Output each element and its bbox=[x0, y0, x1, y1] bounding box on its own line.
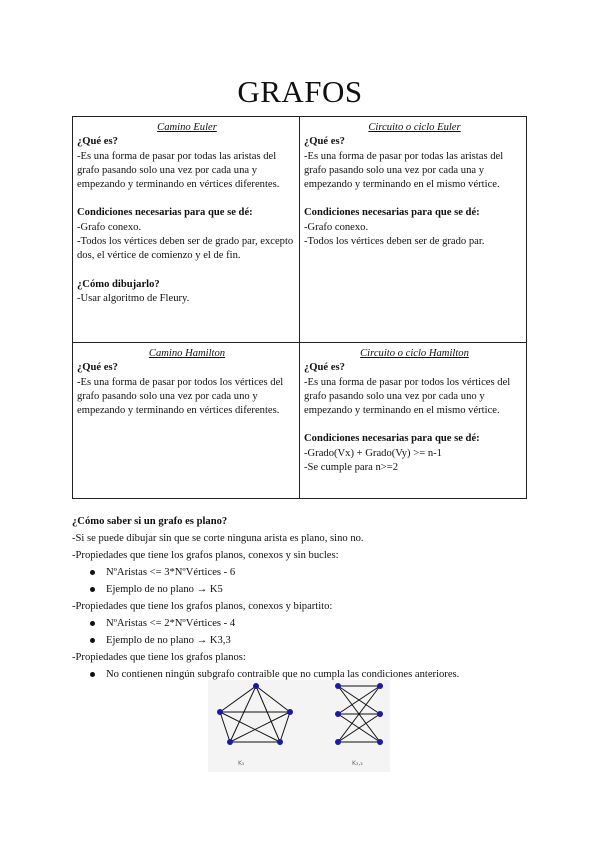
cell-camino-euler bbox=[77, 121, 297, 306]
question-label: ¿Qué es? bbox=[304, 362, 345, 374]
answer-text: -Es una forma de pasar por todas las aristas del grafo pasando solo una vez por cada una y empezando y terminando en vértices diferentes. bbox=[77, 150, 280, 191]
cell-heading: Camino Hamilton bbox=[148, 348, 226, 359]
condition-text: -Todos los vértices deben ser de grado par. bbox=[304, 236, 485, 248]
planar-question: ¿Cómo saber si un grafo es plano? bbox=[72, 516, 228, 527]
planar-text: -Propiedades que tiene los grafos planos, conexos y sin bucles: bbox=[72, 550, 339, 561]
conditions-label: Condiciones necesarias para que se dé: bbox=[77, 207, 253, 219]
answer-text: -Es una forma de pasar por todas las aristas del grafo pasando solo una vez por cada una y empezando y terminando en el mismo vértice. bbox=[304, 150, 504, 191]
planar-text: -Propiedades que tiene los grafos planos, conexos y bipartito: bbox=[72, 601, 333, 612]
k5-graph bbox=[220, 686, 290, 742]
condition-text: -Todos los vértices deben ser de grado par, excepto dos, el vértice de comienzo y el de fin. bbox=[77, 236, 294, 262]
condition-text: -Grafo conexo. bbox=[77, 221, 142, 233]
answer-text: -Es una forma de pasar por todos los vértices del grafo pasando solo una vez por cada uno y empezando y terminando en el mismo vértice. bbox=[304, 376, 511, 417]
condition-text: -Grafo conexo. bbox=[304, 221, 369, 233]
bullet-item: No contienen ningún subgrafo contraible que no cumpla las condiciones anteriores. bbox=[106, 666, 532, 683]
planar-text: -Si se puede dibujar sin que se corte ninguna arista es plano, sino no. bbox=[72, 533, 364, 544]
bullet-item: Ejemplo de no plano → K3,3 bbox=[106, 632, 532, 649]
question-label: ¿Qué es? bbox=[77, 362, 118, 374]
table-divider-vertical bbox=[299, 117, 300, 498]
how-to-draw-label: ¿Cómo dibujarlo? bbox=[77, 278, 160, 290]
k33-graph bbox=[338, 686, 380, 742]
cell-heading: Circuito o ciclo Euler bbox=[368, 122, 461, 133]
bullet-list bbox=[72, 615, 532, 649]
cell-circuito-hamilton bbox=[304, 347, 525, 475]
k33-caption: K₃,₃ bbox=[352, 760, 363, 767]
condition-text: -Se cumple para n>=2 bbox=[304, 462, 399, 474]
cell-circuito-euler bbox=[304, 121, 525, 249]
planar-section bbox=[72, 513, 532, 683]
graph-types-table bbox=[72, 116, 527, 499]
conditions-label: Condiciones necesarias para que se dé: bbox=[304, 433, 480, 445]
how-to-draw-text: -Usar algoritmo de Fleury. bbox=[77, 292, 190, 304]
table-divider-horizontal bbox=[73, 342, 526, 343]
question-label: ¿Qué es? bbox=[304, 136, 345, 148]
condition-text: -Grado(Vx) + Grado(Vy) >= n-1 bbox=[304, 447, 442, 459]
graph-figure bbox=[208, 680, 390, 772]
bullet-item: NºAristas <= 2*NºVértices - 4 bbox=[106, 615, 532, 632]
cell-heading: Camino Euler bbox=[157, 122, 217, 133]
bullet-item: Ejemplo de no plano → K5 bbox=[106, 581, 532, 598]
bullet-item: NºAristas <= 3*NºVértices - 6 bbox=[106, 564, 532, 581]
question-label: ¿Qué es? bbox=[77, 136, 118, 148]
bullet-list bbox=[72, 564, 532, 598]
cell-camino-hamilton bbox=[77, 347, 297, 418]
page-title: GRAFOS bbox=[237, 74, 363, 109]
planar-text: -Propiedades que tiene los grafos planos: bbox=[72, 652, 246, 663]
graph-illustration bbox=[208, 680, 390, 772]
answer-text: -Es una forma de pasar por todos los vértices del grafo pasando solo una vez por cada uno y empezando y terminando en vértices diferentes. bbox=[77, 376, 284, 417]
k5-caption: K₅ bbox=[238, 760, 245, 767]
conditions-label: Condiciones necesarias para que se dé: bbox=[304, 207, 480, 219]
cell-heading: Circuito o ciclo Hamilton bbox=[360, 348, 469, 359]
